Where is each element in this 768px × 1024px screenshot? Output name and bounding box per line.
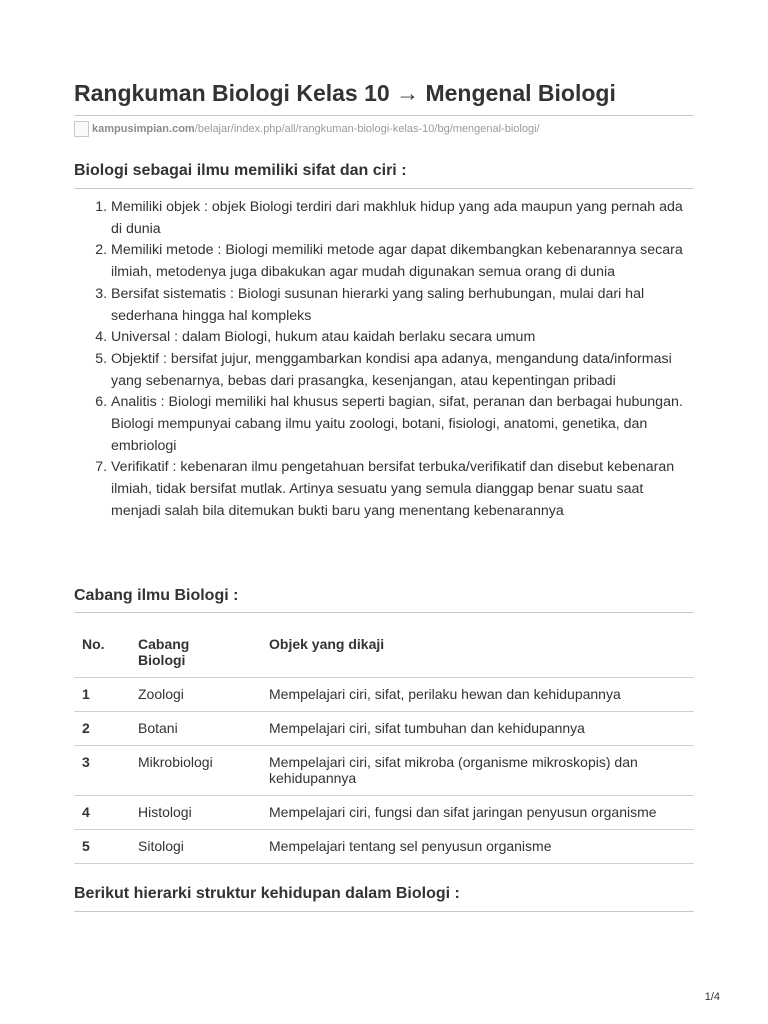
column-header-cabang-text: Cabang Biologi xyxy=(138,636,190,668)
list-item: 1. Memiliki objek : objek Biologi terdiri dari makhluk hidup yang ada maupun yang pernah ada di dunia xyxy=(111,197,694,240)
section-heading-sifat: Biologi sebagai ilmu memiliki sifat dan ciri : xyxy=(74,162,407,179)
section-divider xyxy=(74,911,694,912)
cell-cabang: Sitologi xyxy=(130,830,261,864)
title-divider xyxy=(74,115,694,116)
column-header-no: No. xyxy=(74,622,130,678)
column-header-objek: Objek yang dikaji xyxy=(261,622,694,678)
cell-no: 1 xyxy=(74,678,130,712)
cell-cabang: Mikrobiologi xyxy=(130,746,261,796)
cell-objek: Mempelajari ciri, fungsi dan sifat jaringan penyusun organisme xyxy=(261,796,694,830)
table-row xyxy=(74,796,694,830)
cell-cabang: Zoologi xyxy=(130,678,261,712)
section-divider xyxy=(74,612,694,613)
section-divider xyxy=(74,188,694,189)
list-item: 7. Verifikatif : kebenaran ilmu pengetahuan bersifat terbuka/verifikatif dan disebut kebenaran ilmiah, tidak bersifat mutlak. Artinya sesuatu yang semula dianggap benar suatu saat menjadi salah bila ditemukan bukti baru yang menentang kebenarannya xyxy=(111,457,694,522)
cabang-biologi-table xyxy=(74,622,694,864)
column-header-cabang xyxy=(130,622,261,678)
page-title: Rangkuman Biologi Kelas 10 → Mengenal Biologi xyxy=(74,80,616,106)
table-row xyxy=(74,830,694,864)
cell-no: 3 xyxy=(74,746,130,796)
favicon-icon xyxy=(74,121,89,137)
cell-objek: Mempelajari ciri, sifat mikroba (organisme mikroskopis) dan kehidupannya xyxy=(261,746,694,796)
source-path[interactable]: /belajar/index.php/all/rangkuman-biologi-kelas-10/bg/mengenal-biologi/ xyxy=(194,122,540,135)
list-item: 4. Universal : dalam Biologi, hukum atau kaidah berlaku secara umum xyxy=(111,327,694,349)
cell-objek: Mempelajari ciri, sifat tumbuhan dan kehidupannya xyxy=(261,712,694,746)
table-body xyxy=(74,678,694,864)
list-item: 6. Analitis : Biologi memiliki hal khusus seperti bagian, sifat, peranan dan berbagai hubungan. Biologi mempunyai cabang ilmu yaitu zoologi, botani, fisiologi, anatomi, genetika, dan embriologi xyxy=(111,392,694,457)
cell-objek: Mempelajari tentang sel penyusun organisme xyxy=(261,830,694,864)
table-row xyxy=(74,746,694,796)
table-header-row xyxy=(74,622,694,678)
cell-cabang: Histologi xyxy=(130,796,261,830)
list-item: 5. Objektif : bersifat jujur, menggambarkan kondisi apa adanya, mengandung data/informasi yang sebenarnya, bebas dari prasangka, kesenjangan, atau kepentingan pribadi xyxy=(111,349,694,392)
sifat-ciri-list xyxy=(74,197,694,523)
cell-cabang: Botani xyxy=(130,712,261,746)
table-row xyxy=(74,712,694,746)
source-domain[interactable]: kampusimpian.com xyxy=(92,122,195,135)
cell-no: 2 xyxy=(74,712,130,746)
source-url[interactable] xyxy=(74,121,694,139)
cell-no: 5 xyxy=(74,830,130,864)
cell-objek: Mempelajari ciri, sifat, perilaku hewan dan kehidupannya xyxy=(261,678,694,712)
list-item: 2. Memiliki metode : Biologi memiliki metode agar dapat dikembangkan kebenarannya secara ilmiah, metodenya juga dibakukan agar mudah digunakan semua orang di dunia xyxy=(111,240,694,283)
table-row xyxy=(74,678,694,712)
section-heading-cabang: Cabang ilmu Biologi : xyxy=(74,587,239,604)
list-item: 3. Bersifat sistematis : Biologi susunan hierarki yang saling berhubungan, mulai dari hal sederhana hingga hal kompleks xyxy=(111,284,694,327)
cell-no: 4 xyxy=(74,796,130,830)
page-indicator: 1/4 xyxy=(704,991,720,1003)
section-heading-hierarki: Berikut hierarki struktur kehidupan dalam Biologi : xyxy=(74,885,460,902)
